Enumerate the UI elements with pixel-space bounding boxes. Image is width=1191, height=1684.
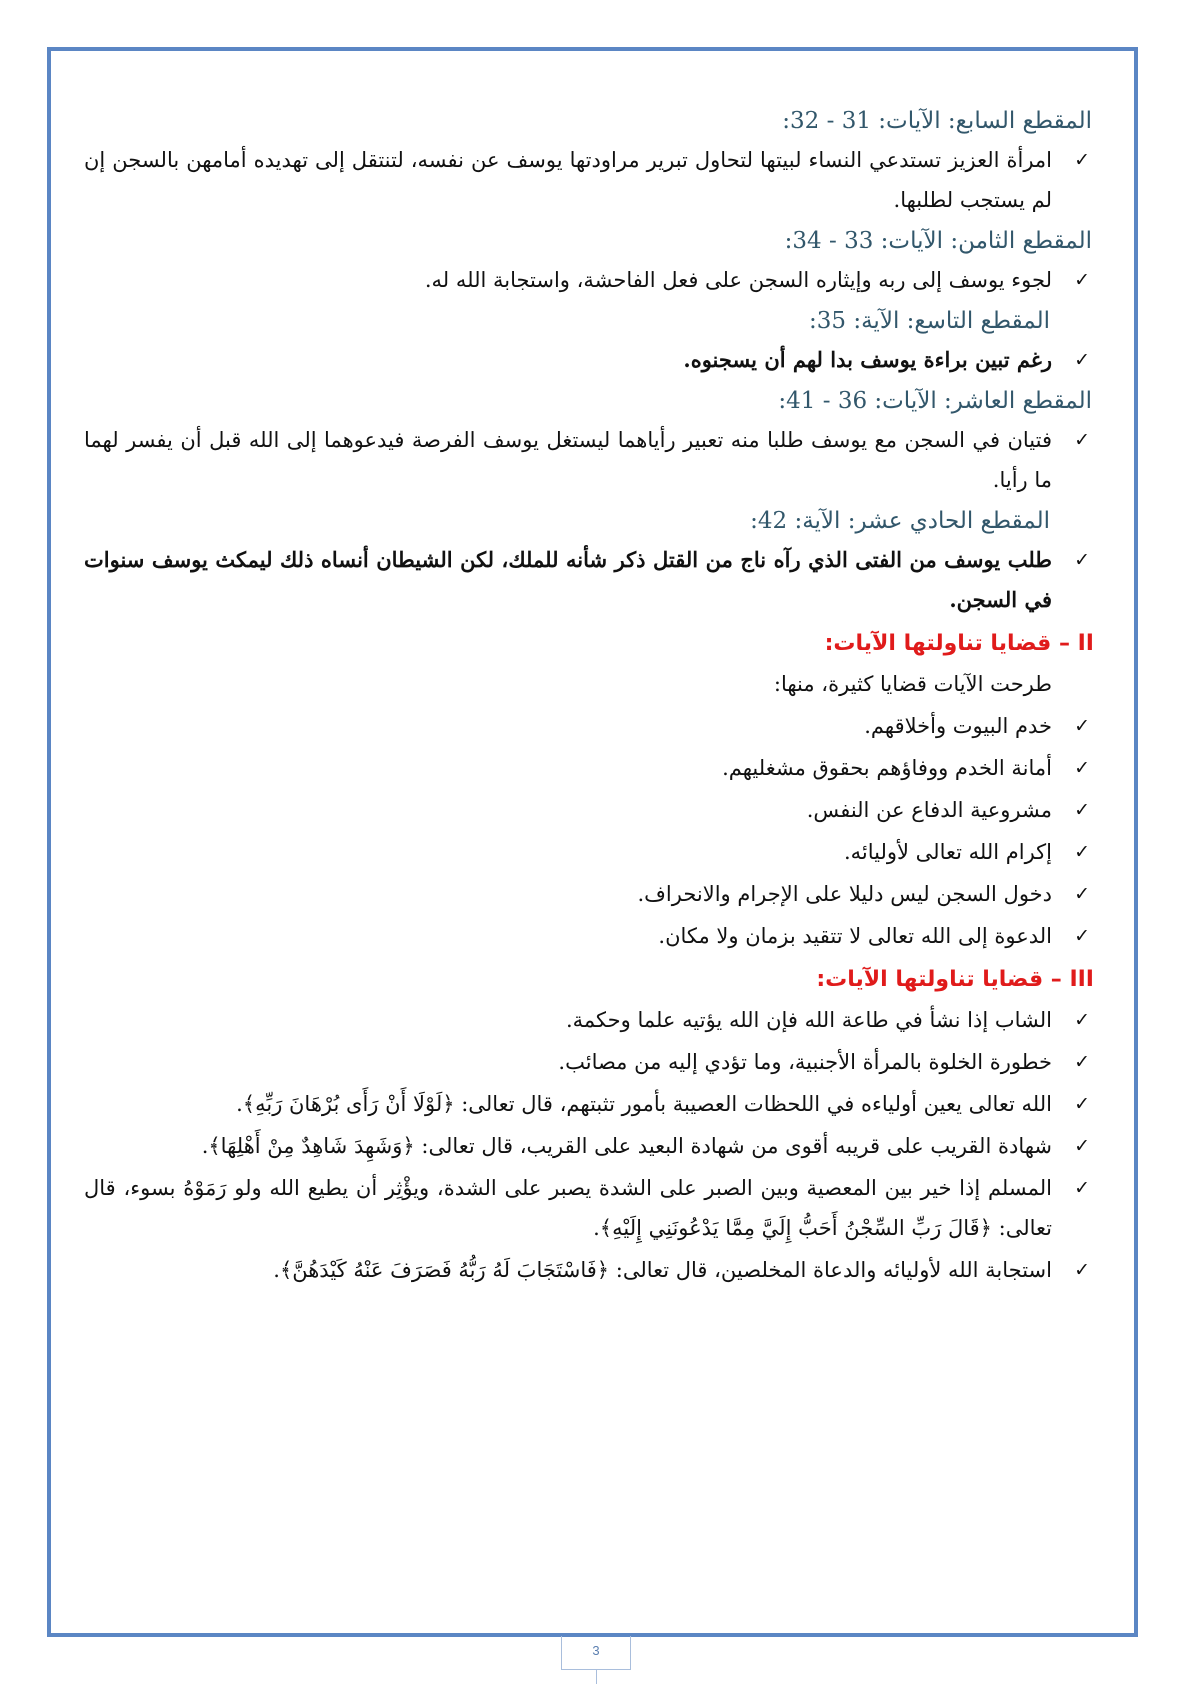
bullet-item bbox=[84, 260, 1094, 300]
bullet-text: أمانة الخدم ووفاؤهم بحقوق مشغليهم. bbox=[722, 756, 1052, 780]
bullet-item bbox=[84, 790, 1094, 830]
bullet-text: دخول السجن ليس دليلا على الإجرام والانحراف. bbox=[637, 882, 1052, 906]
check-icon: ✓ bbox=[1074, 1093, 1090, 1115]
bullet-item bbox=[84, 1168, 1094, 1248]
bullet-item bbox=[84, 706, 1094, 746]
check-icon: ✓ bbox=[1074, 757, 1090, 779]
bullet-item bbox=[84, 340, 1094, 380]
bullet-item bbox=[84, 1000, 1094, 1040]
bullet-item bbox=[84, 1042, 1094, 1082]
bullet-text: شهادة القريب على قريبه أقوى من شهادة البعيد على القريب، قال تعالى: ﴿وَشَهِدَ شَاهِدٌ مِنْ أَهْلِهَا﴾. bbox=[201, 1134, 1052, 1158]
bullet-text: فتيان في السجن مع يوسف طلبا منه تعبير رأياهما ليستغل يوسف الفرصة فيدعوهما إلى الله قبل أن يفسر لهما ما رأيا. bbox=[84, 428, 1052, 492]
bullet-text: رغم تبين براءة يوسف بدا لهم أن يسجنوه. bbox=[683, 347, 1052, 372]
check-icon: ✓ bbox=[1074, 841, 1090, 863]
check-icon: ✓ bbox=[1074, 269, 1090, 291]
bullet-item bbox=[84, 140, 1094, 220]
bullet-text: امرأة العزيز تستدعي النساء لبيتها لتحاول تبرير مراودتها يوسف عن نفسه، لتنتقل إلى تهديده أمامهن بالسجن إن لم يستجب لطلبها. bbox=[84, 148, 1052, 212]
bullet-text: خطورة الخلوة بالمرأة الأجنبية، وما تؤدي إليه من مصائب. bbox=[558, 1050, 1052, 1074]
document-body bbox=[84, 100, 1094, 1292]
page-number-tick bbox=[596, 1670, 597, 1684]
check-icon: ✓ bbox=[1074, 925, 1090, 947]
check-icon: ✓ bbox=[1074, 429, 1090, 451]
part-2-title: II – قضايا تناولتها الآيات: bbox=[824, 631, 1094, 656]
bullet-text: الدعوة إلى الله تعالى لا تتقيد بزمان ولا مكان. bbox=[658, 924, 1052, 948]
section-heading-8: المقطع الثامن: الآيات: 33 - 34: bbox=[784, 228, 1092, 254]
bullet-text: الشاب إذا نشأ في طاعة الله فإن الله يؤتيه علما وحكمة. bbox=[565, 1008, 1052, 1032]
section-heading-10: المقطع العاشر: الآيات: 36 - 41: bbox=[778, 388, 1092, 414]
check-icon: ✓ bbox=[1074, 149, 1090, 171]
section-heading-7: المقطع السابع: الآيات: 31 - 32: bbox=[782, 108, 1092, 134]
bullet-item bbox=[84, 748, 1094, 788]
bullet-text: استجابة الله لأوليائه والدعاة المخلصين، قال تعالى: ﴿فَاسْتَجَابَ لَهُ رَبُّهُ فَصَرَفَ عَنْهُ كَيْدَهُنَّ﴾. bbox=[273, 1258, 1052, 1282]
bullet-item bbox=[84, 874, 1094, 914]
bullet-text: لجوء يوسف إلى ربه وإيثاره السجن على فعل الفاحشة، واستجابة الله له. bbox=[424, 268, 1052, 292]
check-icon: ✓ bbox=[1074, 883, 1090, 905]
section-heading-11: المقطع الحادي عشر: الآية: 42: bbox=[750, 508, 1050, 534]
bullet-item bbox=[84, 832, 1094, 872]
bullet-item bbox=[84, 540, 1094, 620]
check-icon: ✓ bbox=[1074, 715, 1090, 737]
part-2-intro: طرحت الآيات قضايا كثيرة، منها: bbox=[773, 672, 1052, 696]
bullet-item bbox=[84, 1126, 1094, 1166]
bullet-text: الله تعالى يعين أولياءه في اللحظات العصيبة بأمور تثبتهم، قال تعالى: ﴿لَوْلَا أَنْ رَأَى بُرْهَانَ رَبِّهِ﴾. bbox=[236, 1092, 1052, 1116]
bullet-text: إكرام الله تعالى لأوليائه. bbox=[843, 840, 1052, 864]
check-icon: ✓ bbox=[1074, 1009, 1090, 1031]
bullet-item bbox=[84, 1084, 1094, 1124]
section-heading-9: المقطع التاسع: الآية: 35: bbox=[809, 308, 1050, 334]
check-icon: ✓ bbox=[1074, 1177, 1090, 1199]
bullet-item bbox=[84, 1250, 1094, 1290]
check-icon: ✓ bbox=[1074, 1135, 1090, 1157]
page-number: 3 bbox=[561, 1636, 631, 1670]
check-icon: ✓ bbox=[1074, 349, 1090, 371]
check-icon: ✓ bbox=[1074, 799, 1090, 821]
check-icon: ✓ bbox=[1074, 549, 1090, 571]
part-3-title: III – قضايا تناولتها الآيات: bbox=[816, 967, 1094, 992]
bullet-text: المسلم إذا خير بين المعصية وبين الصبر على الشدة يصبر على الشدة، ويؤْثِر أن يطيع الله ولو رَمَوْهُ بسوء، قال تعالى: ﴿قَالَ رَبِّ السِّجْنُ أَحَبُّ إِلَيَّ مِمَّا يَدْعُونَنِي إِلَيْهِ﴾. bbox=[84, 1176, 1052, 1240]
check-icon: ✓ bbox=[1074, 1259, 1090, 1281]
bullet-text: خدم البيوت وأخلاقهم. bbox=[864, 714, 1052, 738]
bullet-text: مشروعية الدفاع عن النفس. bbox=[806, 798, 1052, 822]
bullet-item bbox=[84, 420, 1094, 500]
check-icon: ✓ bbox=[1074, 1051, 1090, 1073]
bullet-item bbox=[84, 916, 1094, 956]
bullet-text: طلب يوسف من الفتى الذي رآه ناج من القتل ذكر شأنه للملك، لكن الشيطان أنساه ذلك ليمكث يوسف سنوات في السجن. bbox=[84, 547, 1052, 612]
